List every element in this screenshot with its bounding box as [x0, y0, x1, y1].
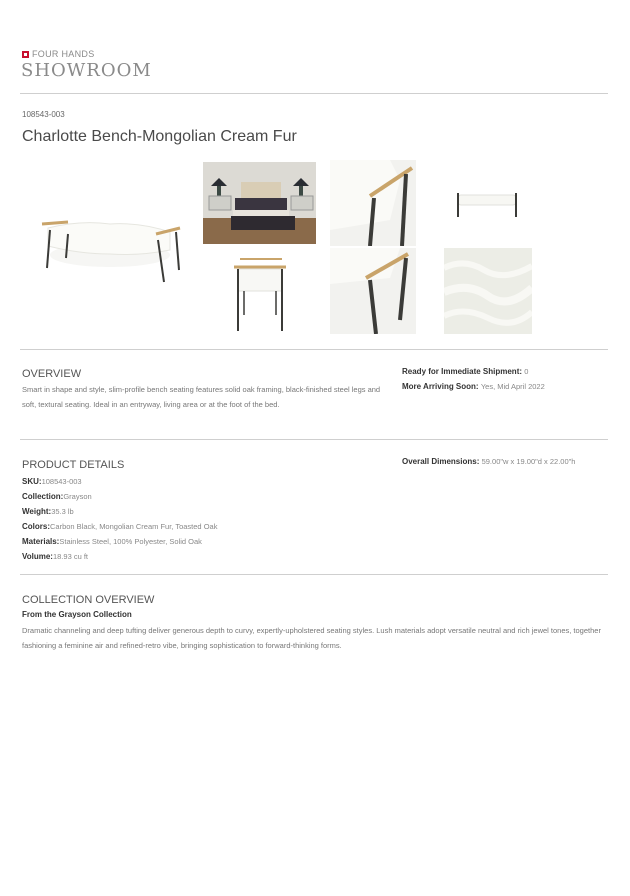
arriving-value: Yes, Mid April 2022 [480, 382, 545, 391]
arm-detail-image-2 [330, 248, 416, 334]
detail-label: Weight: [22, 507, 52, 516]
overview-text: Smart in shape and style, slim-profile bench seating features solid oak framing, black-finished steel legs and soft, textural seating. Ideal in an entryway, living area or at the foot of the bed. [22, 385, 381, 409]
overview-divider [20, 439, 608, 440]
detail-row-materials [22, 534, 217, 549]
bench-small-front-image [450, 185, 525, 220]
detail-row-colors [22, 519, 217, 534]
detail-value: Grayson [63, 492, 92, 501]
detail-label: Collection: [22, 492, 64, 501]
images-divider [20, 349, 608, 350]
overall-dimensions [402, 454, 575, 469]
details-list [22, 474, 217, 564]
fur-texture-image [444, 248, 532, 334]
product-sku: 108543-003 [22, 110, 65, 119]
detail-value: 35.3 lb [51, 507, 74, 516]
brand-name: FOUR HANDS [32, 49, 95, 59]
bedroom-lifestyle-image [203, 162, 316, 244]
details-divider [20, 574, 608, 575]
dimensions-value: 59.00"w x 19.00"d x 22.00"h [481, 457, 576, 466]
bench-side-image [230, 255, 290, 333]
arm-detail-image-1 [330, 160, 416, 246]
shipment-status [402, 364, 528, 379]
detail-row-sku [22, 474, 217, 489]
details-heading: PRODUCT DETAILS [22, 459, 125, 471]
shipment-value: 0 [524, 367, 529, 376]
detail-label: SKU: [22, 477, 42, 486]
overview-heading: OVERVIEW [22, 368, 82, 380]
bench-main-image [30, 200, 185, 300]
detail-value: Stainless Steel, 100% Polyester, Solid Oak [59, 537, 202, 546]
arriving-status [402, 379, 545, 394]
detail-label: Colors: [22, 522, 50, 531]
collection-text: Dramatic channeling and deep tufting deliver generous depth to curvy, expertly-upholstered seating styles. Lush materials adopt versatile neutral and rich jewel tones, together fashioning a feminine air and refined-retro vibe, bringing sophistication to forward-thinking forms. [22, 626, 601, 650]
detail-row-volume [22, 549, 217, 564]
detail-row-weight [22, 504, 217, 519]
brand-logo [22, 49, 95, 59]
detail-label: Materials: [22, 537, 60, 546]
shipment-label: Ready for Immediate Shipment: [402, 367, 523, 376]
product-title: Charlotte Bench-Mongolian Cream Fur [22, 128, 297, 145]
arriving-label: More Arriving Soon: [402, 382, 479, 391]
dimensions-label: Overall Dimensions: [402, 457, 480, 466]
detail-label: Volume: [22, 552, 53, 561]
detail-value: 18.93 cu ft [52, 552, 88, 561]
showroom-title: SHOWROOM [21, 60, 152, 81]
collection-heading: COLLECTION OVERVIEW [22, 594, 155, 606]
collection-subheading: From the Grayson Collection [22, 610, 132, 619]
detail-value: 108543-003 [41, 477, 82, 486]
brand-square-icon [22, 51, 29, 58]
detail-value: Carbon Black, Mongolian Cream Fur, Toasted Oak [50, 522, 218, 531]
detail-row-collection [22, 489, 217, 504]
header-divider [20, 93, 608, 94]
